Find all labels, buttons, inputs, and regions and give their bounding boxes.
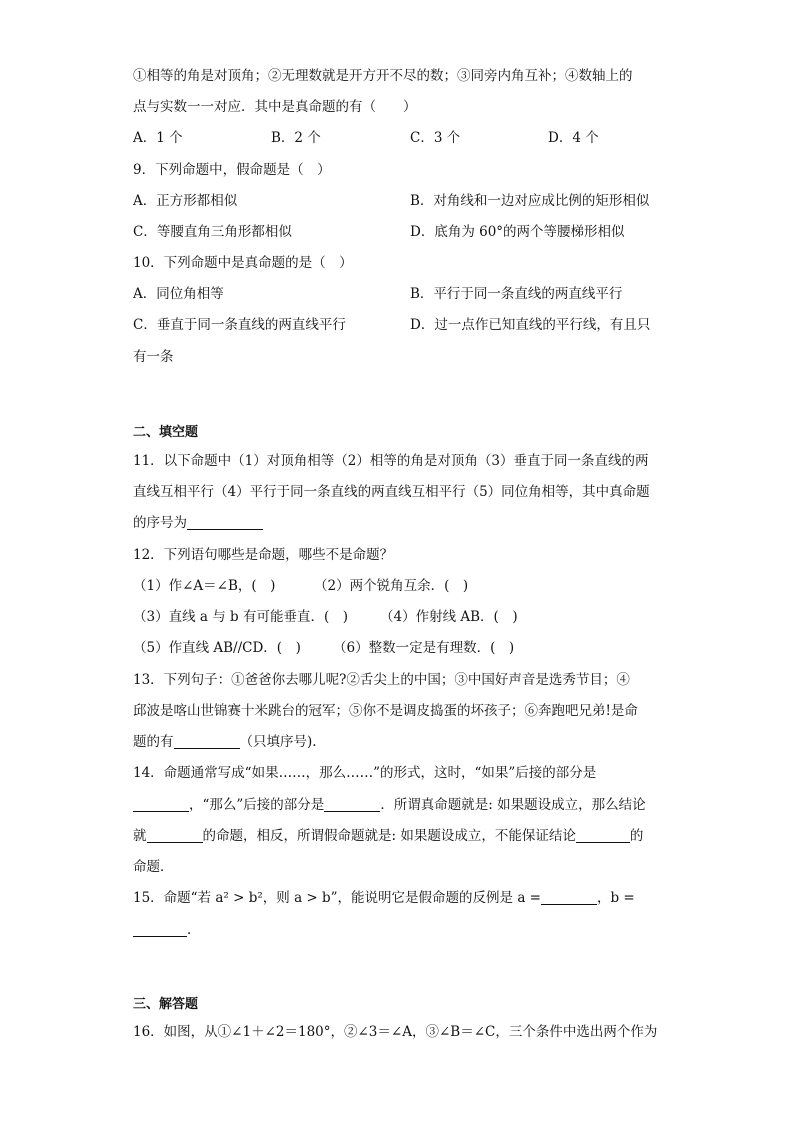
- q15-text-a: 15．命题“若 a² > b²，则 a > b”，能说明它是假命题的反例是 a =: [133, 890, 541, 906]
- q12-stem: 12．下列语句哪些是命题，哪些不是命题？: [133, 547, 394, 563]
- section-heading-answer: 三、解答题: [133, 997, 199, 1012]
- q14-line-2: [133, 795, 646, 815]
- q12-item-4: （4）作射线 AB．( ): [380, 609, 518, 625]
- q10-option-d-tail: 有一条: [133, 349, 174, 365]
- q8-option-c: C．3 个: [410, 130, 461, 146]
- q13-line-2: 邱波是喀山世锦赛十米跳台的冠军；⑤你不是调皮捣蛋的坏孩子；⑥奔跑吧兄弟!是命: [133, 703, 638, 719]
- answer-blank[interactable]: [576, 828, 630, 843]
- answer-blank[interactable]: [133, 922, 187, 937]
- q14-line-3-text-b: 的命题，相反，所谓假命题就是: 如果题设成立，不能保证结论: [202, 828, 576, 844]
- answer-blank[interactable]: [541, 890, 597, 905]
- q14-line-4: 命题．: [133, 859, 174, 875]
- q11-line-3-text: 的序号为: [133, 515, 187, 531]
- q12-item-5: （5）作直线 AB//CD．( ): [133, 640, 301, 656]
- q13-line-3: [133, 732, 317, 752]
- q10-option-d: D．过一点作已知直线的平行线，有且只: [410, 317, 651, 333]
- answer-blank[interactable]: [133, 797, 189, 812]
- q12-item-2: （2）两个锐角互余．( ): [314, 578, 469, 594]
- q12-item-6: （6）整数一定是有理数．( ): [333, 640, 515, 656]
- q15-text-b: ，b =: [597, 890, 635, 906]
- q10-option-b: B．平行于同一条直线的两直线平行: [410, 286, 623, 302]
- q11-line-1: 11．以下命题中（1）对顶角相等（2）相等的角是对顶角（3）垂直于同一条直线的两: [133, 453, 649, 469]
- q15-line-1: [133, 888, 635, 908]
- q10-stem: 10．下列命题中是真命题的是（ ）: [133, 255, 353, 271]
- q14-line-1: 14．命题通常写成“如果……，那么……”的形式，这时，“如果”后接的部分是: [133, 765, 597, 781]
- q9-option-b: B．对角线和一边对应成比例的矩形相似: [410, 193, 650, 209]
- q13-line-3-text-a: 题的有: [133, 734, 174, 750]
- q14-line-3-text-a: 就: [133, 828, 147, 844]
- q12-item-1: （1）作∠A＝∠B，( ): [133, 578, 276, 594]
- q9-stem: 9．下列命题中，假命题是（ ）: [133, 162, 331, 178]
- section-heading-fill-in: 二、填空题: [133, 425, 199, 440]
- answer-blank[interactable]: [187, 515, 263, 530]
- answer-blank[interactable]: [147, 828, 203, 843]
- q10-option-c: C．垂直于同一条直线的两直线平行: [133, 317, 346, 333]
- q8-option-a: A．1 个: [133, 130, 183, 146]
- q15-line-2: [133, 920, 201, 940]
- q11-line-3: [133, 513, 263, 533]
- q8-option-d: D．4 个: [548, 130, 599, 146]
- q14-line-3-text-c: 的: [629, 828, 644, 844]
- answer-blank[interactable]: [174, 734, 240, 749]
- q12-item-3: （3）直线 a 与 b 有可能垂直．( ): [133, 609, 348, 625]
- q9-option-a: A．正方形都相似: [133, 193, 238, 209]
- q14-line-2-text-a: ，“那么”后接的部分是: [189, 797, 325, 813]
- q9-option-d: D．底角为 60°的两个等腰梯形相似: [410, 224, 625, 240]
- q15-end: ．: [187, 922, 201, 938]
- q11-line-2: 直线互相平行（4）平行于同一条直线的两直线互相平行（5）同位角相等，其中真命题: [133, 484, 650, 500]
- q16-line-1: 16．如图，从①∠1＋∠2＝180°，②∠3＝∠A，③∠B＝∠C，三个条件中选出两个作为: [133, 1024, 658, 1040]
- q14-line-2-text-b: ．所谓真命题就是: 如果题设成立，那么结论: [380, 797, 646, 813]
- q9-option-c: C．等腰直角三角形都相似: [133, 224, 292, 240]
- q13-line-3-text-b: （只填序号).: [239, 734, 317, 750]
- q13-line-1: 13．下列句子：①爸爸你去哪儿呢?②舌尖上的中国；③中国好声音是选秀节目；④: [133, 672, 630, 688]
- answer-blank[interactable]: [324, 797, 380, 812]
- q8-option-b: B．2 个: [271, 130, 321, 146]
- q14-line-3: [133, 826, 643, 846]
- q8-line-2: 点与实数一一对应．其中是真命题的有（ ）: [133, 99, 417, 115]
- q10-option-a: A．同位角相等: [133, 286, 224, 302]
- q8-line-1: ①相等的角是对顶角；②无理数就是开方开不尽的数；③同旁内角互补；④数轴上的: [133, 68, 633, 84]
